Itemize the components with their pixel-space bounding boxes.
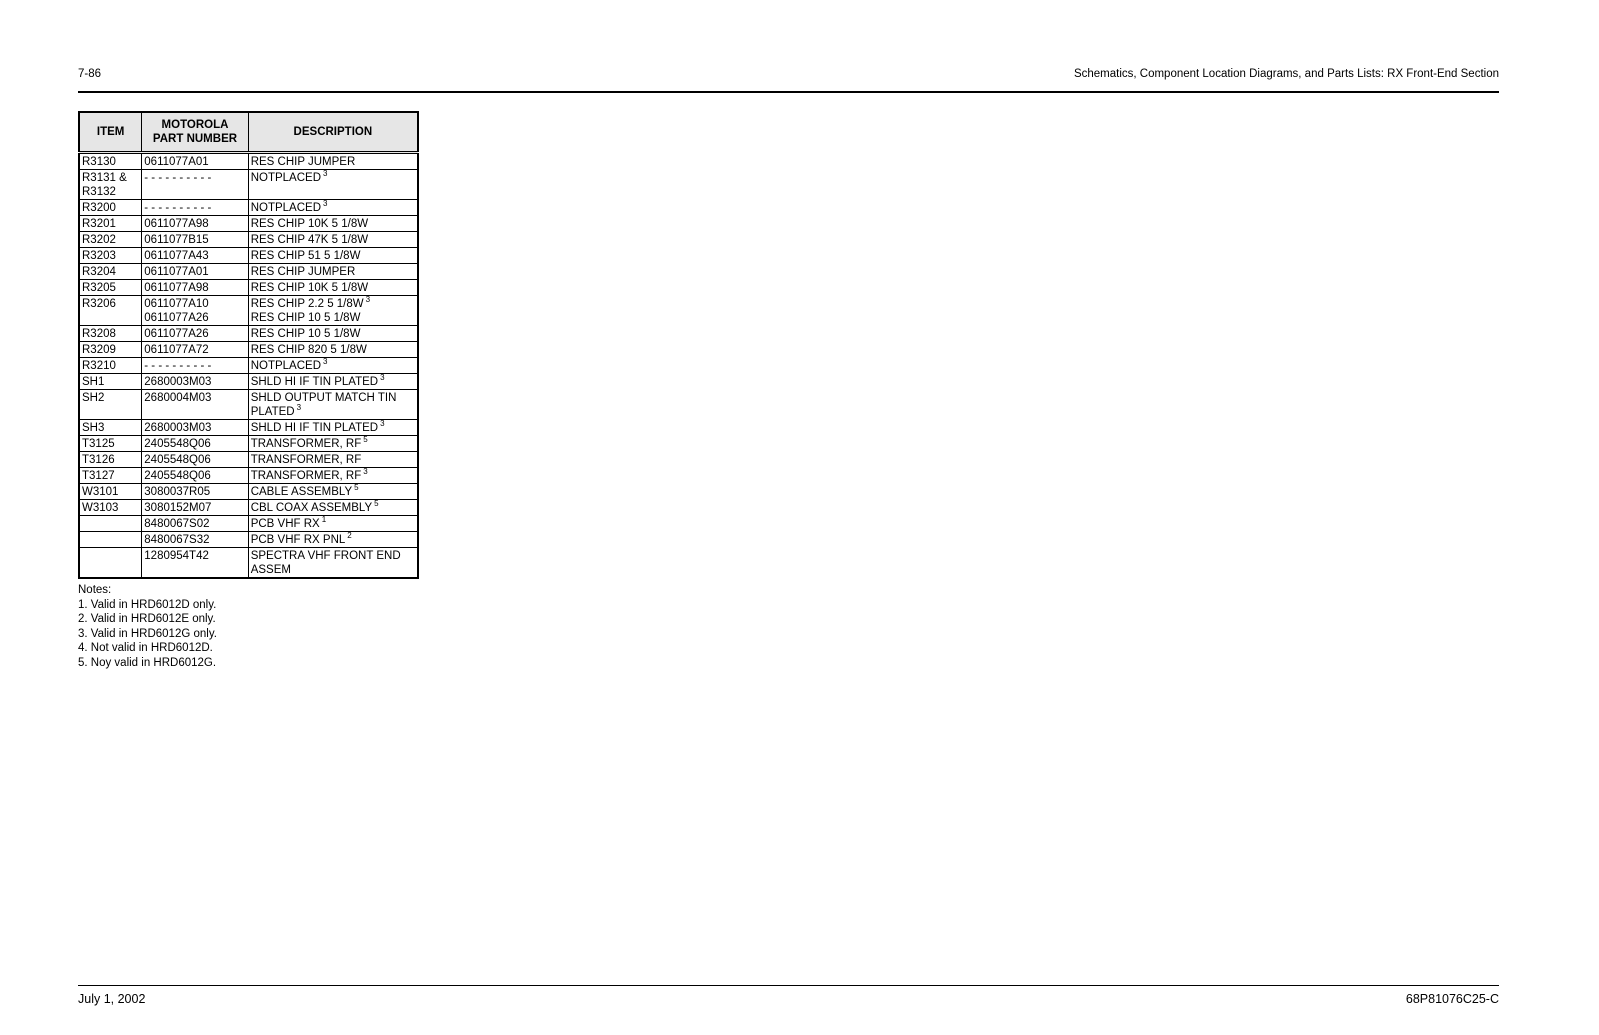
description-text: RES CHIP 47K 5 1/8W: [250, 234, 369, 246]
item-designator: R3132: [82, 186, 116, 198]
table-row: [79, 232, 418, 248]
description-cell: [248, 342, 418, 358]
header-rule: [78, 91, 1499, 93]
description-text: SHLD OUTPUT MATCH TIN: [250, 392, 397, 404]
item-cell: [79, 153, 142, 170]
part-number: 2405548Q06: [144, 438, 211, 450]
part-number: 0611077A43: [144, 250, 209, 262]
description-text: NOTPLACED: [250, 172, 321, 184]
item-cell: [79, 532, 142, 548]
item-designator: T3127: [82, 470, 115, 482]
item-cell: [79, 296, 142, 326]
description-text: NOTPLACED: [250, 202, 321, 214]
item-cell: [79, 548, 142, 579]
part-number-cell: [142, 420, 248, 436]
item-cell: [79, 326, 142, 342]
item-cell: [79, 170, 142, 200]
description-cell: [248, 264, 418, 280]
item-designator: R3202: [82, 234, 116, 246]
page-number: 7-86: [78, 68, 102, 80]
table-row: [79, 468, 418, 484]
table-row: [79, 153, 418, 170]
item-designator: R3208: [82, 328, 116, 340]
table-row: [79, 374, 418, 390]
table-row: [79, 342, 418, 358]
part-number: 0611077A26: [144, 328, 209, 340]
description-text: RES CHIP 10 5 1/8W: [250, 312, 361, 324]
item-designator: SH2: [82, 392, 105, 404]
description-cell: [248, 170, 418, 200]
part-number-cell: [142, 390, 248, 420]
part-number-cell: [142, 468, 248, 484]
item-designator: T3126: [82, 454, 115, 466]
description-cell: [248, 484, 418, 500]
description-cell: [248, 296, 418, 326]
description-text: PLATED: [250, 406, 295, 418]
description-cell: [248, 232, 418, 248]
description-cell: [248, 358, 418, 374]
description-text: RES CHIP 10K 5 1/8W: [250, 218, 369, 230]
description-text: RES CHIP 820 5 1/8W: [250, 344, 367, 356]
description-text: RES CHIP 10 5 1/8W: [250, 328, 361, 340]
part-number: 0611077A98: [144, 282, 209, 294]
item-cell: [79, 468, 142, 484]
footnote-ref: 3: [323, 199, 328, 208]
part-number: - - - - - - - - - -: [144, 202, 212, 214]
table-header-row: [79, 112, 418, 153]
table-row: [79, 216, 418, 232]
footnote-ref: 3: [323, 357, 328, 366]
part-number: 2680003M03: [144, 422, 212, 434]
description-cell: [248, 280, 418, 296]
item-designator: W3101: [82, 486, 119, 498]
note-item: 3. Valid in HRD6012G only.: [78, 627, 217, 640]
part-number: - - - - - - - - - -: [144, 360, 212, 372]
item-cell: [79, 342, 142, 358]
item-designator: R3210: [82, 360, 116, 372]
description-text: CABLE ASSEMBLY: [250, 486, 353, 498]
description-cell: [248, 200, 418, 216]
part-number-cell: [142, 436, 248, 452]
item-cell: [79, 500, 142, 516]
table-row: [79, 500, 418, 516]
item-cell: [79, 280, 142, 296]
description-cell: [248, 548, 418, 579]
description-cell: [248, 468, 418, 484]
description-cell: [248, 248, 418, 264]
note-item: 1. Valid in HRD6012D only.: [78, 598, 217, 611]
footnote-ref: 3: [365, 295, 371, 304]
part-number: 8480067S32: [144, 534, 210, 546]
item-designator: W3103: [82, 502, 119, 514]
part-number: 3080152M07: [144, 502, 212, 514]
footnote-ref: 5: [354, 483, 359, 492]
notes-block: [78, 583, 217, 671]
description-text: RES CHIP JUMPER: [250, 266, 356, 278]
part-number: 0611077B15: [144, 234, 209, 246]
part-number-cell: [142, 296, 248, 326]
description-cell: [248, 516, 418, 532]
part-number: 8480067S02: [144, 518, 210, 530]
item-cell: [79, 232, 142, 248]
table-row: [79, 326, 418, 342]
item-cell: [79, 390, 142, 420]
description-text: ASSEM: [250, 564, 291, 576]
description-text: SHLD HI IF TIN PLATED: [250, 376, 379, 388]
footnote-ref: 2: [347, 531, 352, 540]
footnote-ref: 5: [363, 435, 368, 444]
item-designator: T3125: [82, 438, 115, 450]
description-cell: [248, 216, 418, 232]
description-text: SHLD HI IF TIN PLATED: [250, 422, 379, 434]
part-number-cell: [142, 248, 248, 264]
description-text: RES CHIP 2.2 5 1/8W: [250, 298, 364, 310]
item-designator: R3203: [82, 250, 116, 262]
part-number-cell: [142, 326, 248, 342]
table-row: [79, 516, 418, 532]
description-text: TRANSFORMER, RF: [250, 470, 362, 482]
part-number: 0611077A98: [144, 218, 209, 230]
footnote-ref: 5: [374, 499, 379, 508]
table-row: [79, 200, 418, 216]
item-cell: [79, 216, 142, 232]
table-row: [79, 170, 418, 200]
note-item: 4. Not valid in HRD6012D.: [78, 642, 213, 655]
item-cell: [79, 420, 142, 436]
part-number: 2405548Q06: [144, 454, 211, 466]
table-row: [79, 390, 418, 420]
parts-list-table: [78, 111, 419, 579]
part-number-cell: [142, 500, 248, 516]
description-text: RES CHIP 51 5 1/8W: [250, 250, 361, 262]
description-text: RES CHIP 10K 5 1/8W: [250, 282, 369, 294]
description-cell: [248, 532, 418, 548]
column-header-description: DESCRIPTION: [248, 112, 418, 153]
column-header-part-number: MOTOROLA PART NUMBER: [142, 112, 248, 153]
description-text: PCB VHF RX PNL: [250, 534, 346, 546]
description-cell: [248, 374, 418, 390]
section-title: Schematics, Component Location Diagrams, and Parts Lists: RX Front-End Section: [1073, 68, 1499, 80]
description-text: PCB VHF RX: [250, 518, 320, 530]
part-number-cell: [142, 200, 248, 216]
item-designator: R3200: [82, 202, 116, 214]
part-number-cell: [142, 153, 248, 170]
part-number: 0611077A10: [144, 298, 209, 310]
part-number-cell: [142, 170, 248, 200]
part-number: 2405548Q06: [144, 470, 211, 482]
item-cell: [79, 358, 142, 374]
part-number-cell: [142, 216, 248, 232]
table-row: [79, 358, 418, 374]
part-number: 2680003M03: [144, 376, 212, 388]
table-row: [79, 248, 418, 264]
description-text: TRANSFORMER, RF: [250, 454, 362, 466]
table-row: [79, 484, 418, 500]
item-cell: [79, 436, 142, 452]
item-designator: R3206: [82, 298, 116, 310]
item-cell: [79, 452, 142, 468]
item-cell: [79, 200, 142, 216]
item-designator: SH3: [82, 422, 105, 434]
item-designator: R3201: [82, 218, 116, 230]
part-number-cell: [142, 264, 248, 280]
footnote-ref: 3: [323, 169, 328, 178]
item-cell: [79, 374, 142, 390]
footnote-ref: 1: [321, 515, 327, 524]
part-number-cell: [142, 484, 248, 500]
description-cell: [248, 153, 418, 170]
table-row: [79, 420, 418, 436]
description-text: TRANSFORMER, RF: [250, 438, 362, 450]
item-designator: R3204: [82, 266, 116, 278]
item-cell: [79, 516, 142, 532]
item-designator: SH1: [82, 376, 105, 388]
table-row: [79, 532, 418, 548]
part-number-cell: [142, 452, 248, 468]
part-number: 0611077A01: [144, 156, 209, 168]
footer-rule: [78, 985, 1499, 986]
part-number: 1280954T42: [144, 550, 209, 562]
item-designator: R3131 &: [82, 172, 127, 184]
part-number-cell: [142, 532, 248, 548]
item-designator: R3130: [82, 156, 116, 168]
footnote-ref: 3: [380, 419, 385, 428]
item-designator: R3205: [82, 282, 116, 294]
part-number: - - - - - - - - - -: [144, 172, 212, 184]
description-text: RES CHIP JUMPER: [250, 156, 356, 168]
column-header-item: ITEM: [79, 112, 142, 153]
description-cell: [248, 390, 418, 420]
table-row: [79, 436, 418, 452]
part-number-cell: [142, 516, 248, 532]
footnote-ref: 3: [380, 373, 385, 382]
table-row: [79, 296, 418, 326]
description-cell: [248, 436, 418, 452]
notes-title: Notes:: [78, 584, 112, 596]
table-row: [79, 452, 418, 468]
part-number-cell: [142, 358, 248, 374]
part-number-cell: [142, 280, 248, 296]
part-number: 0611077A26: [144, 312, 209, 324]
item-designator: R3209: [82, 344, 116, 356]
description-text: NOTPLACED: [250, 360, 321, 372]
description-text: SPECTRA VHF FRONT END: [250, 550, 401, 562]
description-text: CBL COAX ASSEMBLY: [250, 502, 373, 514]
footnote-ref: 3: [296, 403, 302, 412]
part-number: 2680004M03: [144, 392, 212, 404]
table-row: [79, 264, 418, 280]
footnote-ref: 3: [363, 467, 368, 476]
part-number: 0611077A72: [144, 344, 209, 356]
part-number-cell: [142, 232, 248, 248]
description-cell: [248, 420, 418, 436]
item-cell: [79, 484, 142, 500]
item-cell: [79, 248, 142, 264]
table-row: [79, 548, 418, 579]
part-number: 3080037R05: [144, 486, 211, 498]
note-item: 2. Valid in HRD6012E only.: [78, 613, 216, 626]
table-row: [79, 280, 418, 296]
part-number: 0611077A01: [144, 266, 209, 278]
description-cell: [248, 500, 418, 516]
document-number: 68P81076C25-C: [1405, 992, 1499, 1006]
part-number-cell: [142, 374, 248, 390]
publication-date: July 1, 2002: [78, 992, 146, 1006]
note-item: 5. Noy valid in HRD6012G.: [78, 656, 217, 669]
description-cell: [248, 326, 418, 342]
description-cell: [248, 452, 418, 468]
part-number-cell: [142, 342, 248, 358]
item-cell: [79, 264, 142, 280]
part-number-cell: [142, 548, 248, 579]
